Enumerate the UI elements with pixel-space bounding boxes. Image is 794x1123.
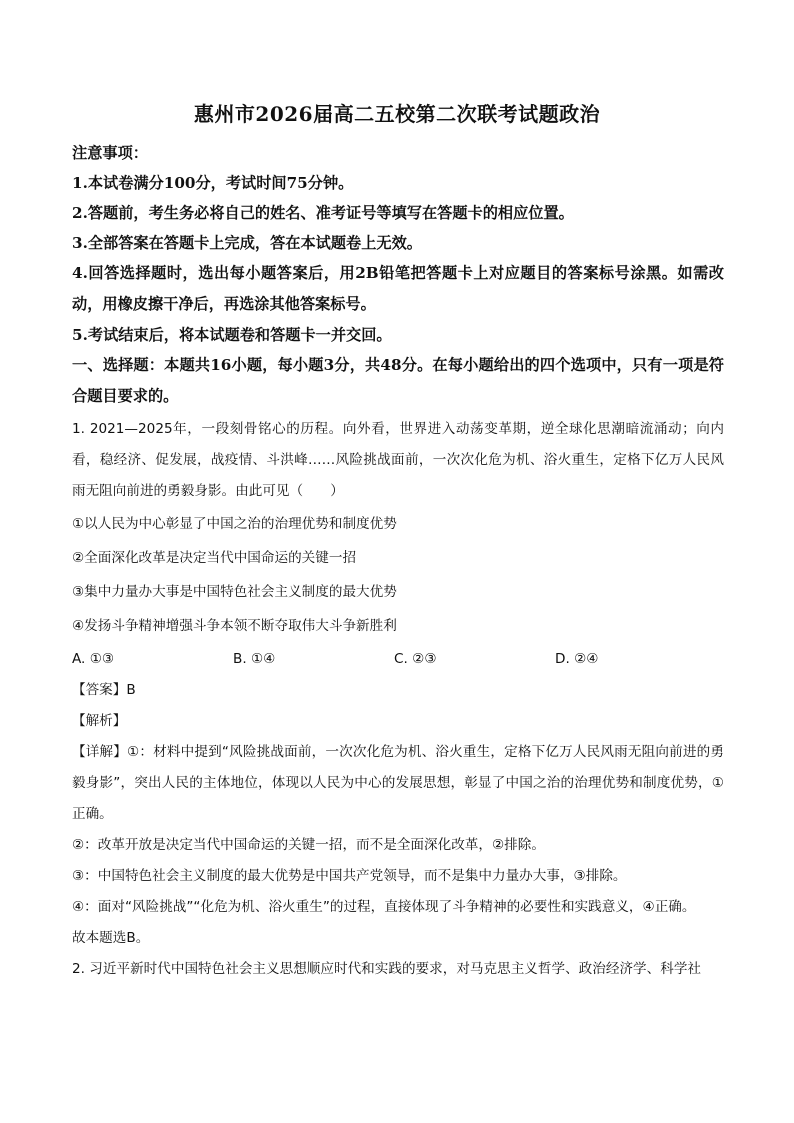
question-stem: 1. 2021—2025年，一段刻骨铭心的历程。向外看，世界进入动荡变革期，逆全球化思潮暗流涌动；向内看，稳经济、促发展，战疫情、斗洪峰……风险挑战面前，一次次化危为机、浴火重生，定格下亿万人民风雨无阻向前进的勇毅身影。由此可见（ ）: [72, 421, 724, 499]
question-stem: 2. 习近平新时代中国特色社会主义思想顺应时代和实践的要求，对马克思主义哲学、政治经济学、科学社: [72, 961, 702, 977]
detail-tag: 【详解】: [72, 744, 128, 760]
conclusion: 故本题选B。: [72, 930, 150, 946]
analysis-point: ④：面对“风险挑战”“化危为机、浴火重生”的过程，直接体现了斗争精神的必要性和实践意义，④正确。: [72, 899, 696, 915]
page-title: 惠州市2026届高二五校第二次联考试题政治: [193, 102, 601, 126]
analysis-tag: 【解析】: [72, 713, 127, 729]
document-body: [72, 138, 724, 985]
notice-item: 5.考试结束后，将本试题卷和答题卡一并交回。: [72, 326, 392, 344]
choice-b: B. ①④: [233, 651, 276, 667]
notice-heading: 注意事项：: [72, 144, 148, 162]
analysis-point: ③：中国特色社会主义制度的最大优势是中国共产党领导，而不是集中力量办大事，③排除。: [72, 868, 627, 884]
answer-line: [72, 675, 724, 706]
choice-c: C. ②③: [394, 651, 437, 667]
detail-text: ①：材料中提到“风险挑战面前，一次次化危为机、浴火重生，定格下亿万人民风雨无阻向前进的勇毅身影”，突出人民的主体地位，体现以人民为中心的发展思想，彰显了中国之治的治理优势和制度优势，①正确。: [72, 744, 724, 822]
notice-item: 3.全部答案在答题卡上完成，答在本试题卷上无效。: [72, 234, 422, 252]
question-option: ①以人民为中心彰显了中国之治的治理优势和制度优势: [72, 516, 397, 532]
choice-d: D. ②④: [555, 651, 599, 667]
notice-item: 4.回答选择题时，选出每小题答案后，用2B铅笔把答题卡上对应题目的答案标号涂黑。如需改动，用橡皮擦干净后，再选涂其他答案标号。: [72, 264, 724, 313]
answer-tag: 【答案】: [72, 682, 127, 698]
question-option: ②全面深化改革是决定当代中国命运的关键一招: [72, 550, 357, 566]
question-option: ④发扬斗争精神增强斗争本领不断夺取伟大斗争新胜利: [72, 618, 397, 634]
choice-a: A. ①③: [72, 651, 115, 667]
answer-value: B: [126, 682, 136, 698]
question-option: ③集中力量办大事是中国特色社会主义制度的最大优势: [72, 584, 397, 600]
answer-choices: [72, 645, 724, 673]
section-heading: 一、选择题：本题共16小题，每小题3分，共48分。在每小题给出的四个选项中，只有一项是符合题目要求的。: [72, 356, 724, 405]
notice-item: 1.本试卷满分100分，考试时间75分钟。: [72, 174, 354, 192]
analysis-point: ②：改革开放是决定当代中国命运的关键一招，而不是全面深化改革，②排除。: [72, 837, 545, 853]
notice-item: 2.答题前，考生务必将自己的姓名、准考证号等填写在答题卡的相应位置。: [72, 204, 574, 222]
detail-paragraph: [72, 737, 724, 830]
